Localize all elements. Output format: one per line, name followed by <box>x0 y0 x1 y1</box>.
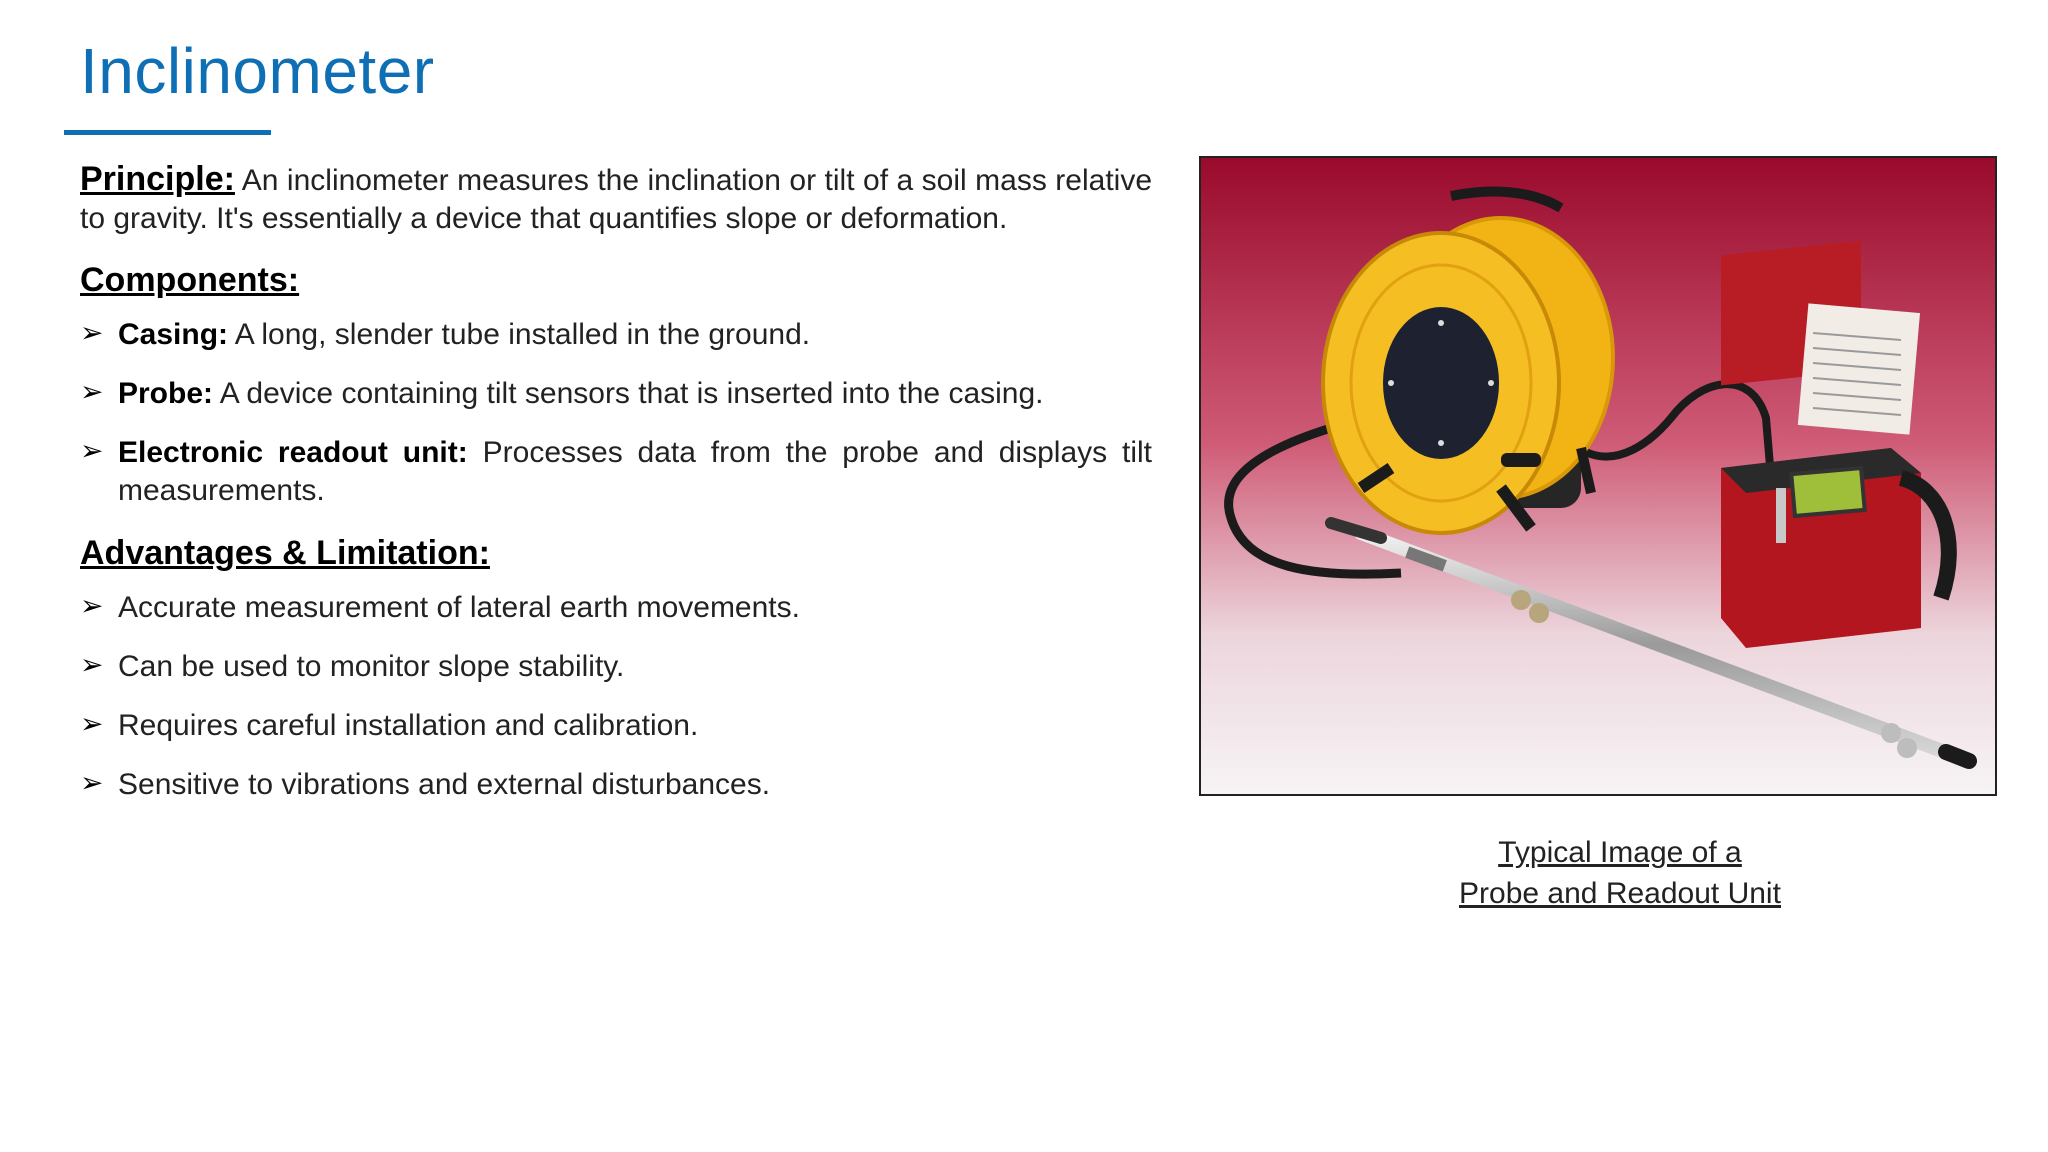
arrow-bullet-icon: ➢ <box>80 435 104 466</box>
advantage-text: Sensitive to vibrations and external disturbances. <box>118 768 771 801</box>
advantages-list <box>80 589 1152 804</box>
component-text: Processes data from the probe and displays tilt measurements. <box>118 436 1152 507</box>
title-underline <box>64 130 271 135</box>
component-text: A long, slender tube installed in the ground. <box>234 318 811 351</box>
component-term: Probe: <box>118 377 214 410</box>
inclinometer-illustration <box>1201 158 1995 794</box>
component-term: Casing: <box>118 318 229 351</box>
list-item <box>80 375 1152 413</box>
slide-title: Inclinometer <box>80 35 435 107</box>
arrow-bullet-icon: ➢ <box>80 317 104 348</box>
image-caption <box>1300 832 1940 914</box>
advantage-text: Can be used to monitor slope stability. <box>118 650 625 683</box>
text-column <box>80 160 1152 825</box>
caption-line-1: Typical Image of a <box>1498 836 1742 869</box>
list-item <box>80 589 1152 627</box>
inclinometer-photo <box>1199 156 1997 796</box>
arrow-bullet-icon: ➢ <box>80 590 104 621</box>
components-heading: Components: <box>80 261 300 299</box>
list-item <box>80 766 1152 804</box>
component-term: Electronic readout unit: <box>118 436 468 469</box>
principle-text: An inclinometer measures the inclination or tilt of a soil mass relative to gravity. It's essentially a device that quantifies slope or deformation. <box>80 164 1152 235</box>
arrow-bullet-icon: ➢ <box>80 376 104 407</box>
advantage-text: Accurate measurement of lateral earth movements. <box>118 591 800 624</box>
component-text: A device containing tilt sensors that is inserted into the casing. <box>219 377 1044 410</box>
arrow-bullet-icon: ➢ <box>80 767 104 798</box>
advantages-heading: Advantages & Limitation: <box>80 534 490 572</box>
list-item <box>80 316 1152 354</box>
list-item <box>80 648 1152 686</box>
list-item <box>80 707 1152 745</box>
principle-heading: Principle: <box>80 160 235 198</box>
list-item <box>80 434 1152 510</box>
arrow-bullet-icon: ➢ <box>80 649 104 680</box>
advantage-text: Requires careful installation and calibration. <box>118 709 699 742</box>
arrow-bullet-icon: ➢ <box>80 708 104 739</box>
principle-paragraph <box>80 160 1152 238</box>
components-list <box>80 316 1152 510</box>
caption-line-2: Probe and Readout Unit <box>1459 877 1781 910</box>
